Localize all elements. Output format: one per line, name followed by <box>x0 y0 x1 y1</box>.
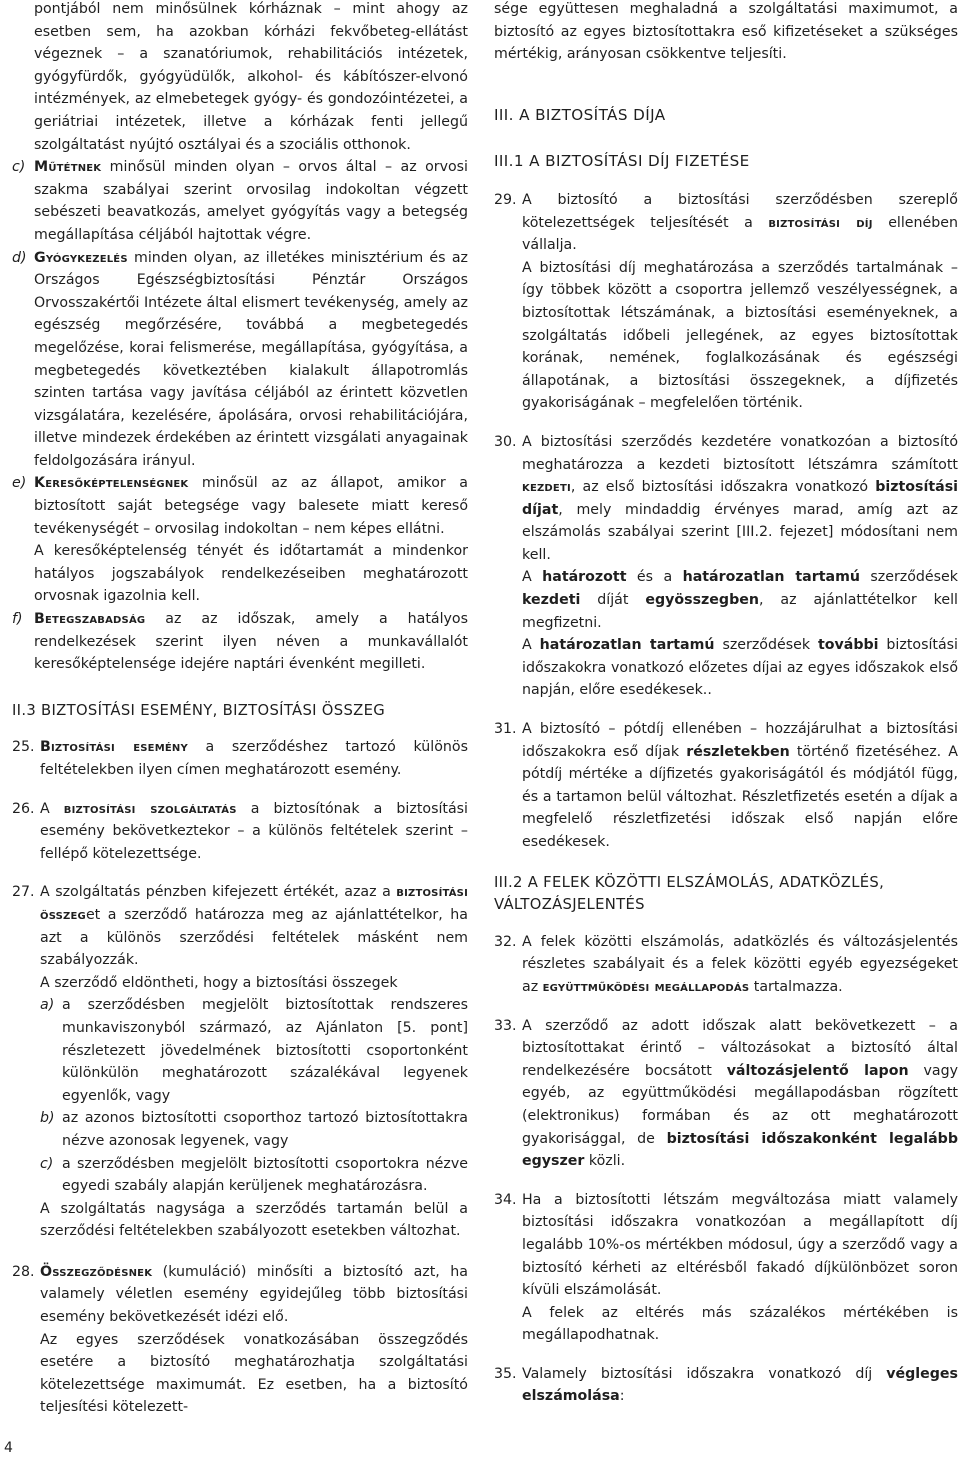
paragraph-text: A biztosító – pótdíj ellenében – hozzájárulhat a biztosítási időszakokra eső díjak <box>522 721 958 760</box>
item-label: d) <box>12 249 27 266</box>
paragraph-25 <box>12 736 468 781</box>
term-betegszabadsag: Betegszabadság <box>34 611 146 628</box>
option-text: az azonos biztosítotti csoporthoz tartozó biztosítottakra nézve azonosak legyenek, vagy <box>62 1110 468 1149</box>
definition-f <box>12 608 468 676</box>
paragraph-text: díját <box>580 592 646 609</box>
bold-text: egyösszegben <box>645 592 759 609</box>
page-number: 4 <box>4 1440 13 1456</box>
paragraph-30-second <box>494 566 958 634</box>
paragraph-34 <box>494 1189 958 1302</box>
bold-text: biztosítási időszakonként legalább egyszer <box>522 1130 958 1170</box>
term-biztositasi-dij: biztosítási díj <box>768 214 873 231</box>
paragraph-text: biztosítási időszakokra vonatkozó előzetes díjai az egyes időszakok első napján, előre esedékesek.. <box>522 637 958 699</box>
paragraph-text: vagy egyéb, az együttműködési megállapodásban rögzített (elektronikus) formában és az ott meghatározott gyakorisággal, de <box>522 1062 958 1147</box>
item-label: a) <box>40 997 55 1014</box>
term-biztositasi-szolgaltatas: biztosítási szolgáltatás <box>63 800 237 817</box>
paragraph-text: tartalmazza. <box>749 978 843 995</box>
paragraph-number: 30. <box>494 433 517 450</box>
paragraph-text: és a <box>626 569 683 586</box>
paragraph-text: közli. <box>584 1153 626 1170</box>
term-keresokeptelenseg: Keresőképtelenségnek <box>34 475 189 492</box>
paragraph-number: 29. <box>494 191 517 208</box>
paragraph-text: , az ajánlattételkor kell megfizetni. <box>522 592 958 631</box>
definition-d <box>12 247 468 473</box>
bold-text: végleges elszámolása <box>522 1365 958 1405</box>
intro-paragraph: pontjából nem minősülnek kórháznak – mint ahogy az esetben sem, ha azokban kórházi fekvőbeteg-ellátást végeznek – a szanatóriumok, rehabilitációs intézetek, gyógyfürdők, gyógyüdülők, alkohol- és kábítószer-elvonó intézmények, az elmebetegek gyógy- és gondozóintézetei, a geriátriai intézetek, illetve a kórházak fenti jellegű szolgáltatást nyújtó osztályai és a szociális otthonok. <box>34 1 468 153</box>
section-heading-iii1: III.1 A BIZTOSÍTÁSI DÍJ FIZETÉSE <box>494 152 750 171</box>
section-heading-iii: III. A BIZTOSÍTÁS DÍJA <box>494 105 666 124</box>
paragraph-27-note: A szolgáltatás nagysága a szerződés tartamán belül a szerződési feltételekben szabályozott esetekben változhat. <box>40 1200 468 1240</box>
bold-text: határozott <box>542 569 627 586</box>
definition-e-note: A keresőképtelenség tényét és időtartamát a mindenkor hatályos jogszabályok rendelkezéseiben meghatározott orvosnak igazolnia kell. <box>34 543 468 605</box>
definition-text: minősül minden olyan – orvos által – az orvosi szakma szabályai szerint orvosilag indokoltan végzett sebészeti beavatkozás, amelyet gyógyítás vagy a betegség megállapítása céljából hajtottak végre. <box>34 159 468 243</box>
term-egyuttmukodesi-megallapodas: együttműködési megállapodás <box>542 978 750 995</box>
item-label: e) <box>12 475 27 492</box>
paragraph-text: A szerződő az adott időszak alatt bekövetkezett – a biztosítottakat érintő – változásokat a biztosító által rendelkezésére bocsátott <box>522 1017 958 1079</box>
bold-text: határozatlan tartamú <box>682 569 860 586</box>
term-biztositasi-osszeg: biztosítási összeg <box>40 884 468 923</box>
paragraph-text: , az első biztosítási időszakra vonatkozó <box>570 479 876 496</box>
paragraph-text: Ha a biztosítotti létszám megváltozása miatt valamely biztosítási időszakra vonatkozóan a megállapított díj legalább 10%-os mértékben módosul, úgy a szerződő vagy a biztosító kérheti az eltérésből fakadó díjkülönbözet soron kívüli elszámolását. <box>522 1191 958 1299</box>
paragraph-text: A <box>40 800 64 817</box>
option-c <box>40 1153 468 1198</box>
paragraph-27-options <box>12 994 468 1197</box>
definition-text: minősül az az állapot, amikor a biztosított saját betegsége vagy balesete miatt kereső tevékenységét – orvosilag indokoltan – nem képes ellátni. <box>34 475 468 537</box>
paragraph-number: 27. <box>12 884 35 901</box>
paragraph-text: et a szerződő határozza meg az ajánlattételkor, ha azt a különös szerződési feltételek másként nem szabályozzák. <box>40 906 468 969</box>
definition-e <box>12 472 468 540</box>
bold-text: részletekben <box>686 743 790 760</box>
paragraph-text: ellenében vállalja. <box>522 214 958 254</box>
paragraph-text: , mely mindaddig érvényes marad, amíg azt az elszámolás szabályai szerint [III.2. fejezet] módosítani nem kell. <box>522 501 958 563</box>
paragraph-text: A biztosító a biztosítási szerződésben szereplő kötelezettségek teljesítését a <box>522 191 958 231</box>
paragraph-30 <box>494 431 958 567</box>
term-gyogykezeles: Gyógykezelés <box>34 249 128 266</box>
option-text: a szerződésben megjelölt biztosítottak rendszeres munkaviszonyból származó, az Ajánlaton [5. pont] részletezett jövedelmének biztosítotti csoportonként különkülön meghatározott százalékával legyenek egyenlők, vagy <box>62 997 468 1104</box>
paragraph-28 <box>12 1261 468 1329</box>
paragraph-number: 28. <box>12 1263 35 1280</box>
right-column <box>494 0 958 1408</box>
paragraph-31 <box>494 718 958 854</box>
paragraph-number: 26. <box>12 800 35 817</box>
paragraph-text: történő fizetéséhez. A pótdíj mértéke a díjfizetés gyakoriságától és módjától függ, és a tartamon belül változhat. Részletfizetés esetén a díjak a megfelelő részletfizetési időszak első napján előre esedékesek. <box>522 743 958 850</box>
paragraph-text: A <box>522 569 543 586</box>
paragraph-text: A felek közötti elszámolás, adatközlés és változásjelentés részletes szabályait és a felek közötti egyéb egyezségeket az <box>522 933 958 995</box>
paragraph-text: a biztosítónak a biztosítási esemény bekövetkeztekor – a különös feltételek szerint – fellépő kötelezettsége. <box>40 800 468 862</box>
paragraph-28-note: Az egyes szerződések vonatkozásában összegződés esetére a biztosító meghatározhatja szolgáltatási kötelezettsége maximumát. Ez esetben, ha a biztosító teljesítési kötelezett- <box>40 1331 468 1416</box>
option-text: a szerződésben megjelölt biztosítotti csoportokra nézve egyedi szabály alapján kerüljenek meghatározásra. <box>62 1155 468 1195</box>
paragraph-text: a szerződéshez tartozó különös feltételekben ilyen címen meghatározott esemény. <box>40 739 468 778</box>
item-label: c) <box>12 159 26 176</box>
bold-text: kezdeti <box>522 592 581 609</box>
paragraph-text: A <box>522 637 540 654</box>
paragraph-text: Valamely biztosítási időszakra vonatkozó díj <box>522 1365 887 1382</box>
paragraph-number: 32. <box>494 933 517 950</box>
paragraph-text: A szolgáltatás pénzben kifejezett értékét, azaz a <box>40 884 397 901</box>
paragraph-number: 35. <box>494 1365 517 1382</box>
paragraph-27 <box>12 881 468 971</box>
item-label: c) <box>40 1155 54 1172</box>
item-label: f) <box>12 611 23 628</box>
bold-text: határozatlan tartamú <box>539 637 715 654</box>
paragraph-text: szerződések <box>714 637 818 654</box>
paragraph-34-note: A felek az eltérés más százalékos mértékében is megállapodhatnak. <box>522 1304 958 1344</box>
item-label: b) <box>40 1110 55 1127</box>
term-biztositasi-esemeny: Biztosítási esemény <box>40 739 188 756</box>
section-heading-iii2: III.2 A FELEK KÖZÖTTI ELSZÁMOLÁS, ADATKÖZLÉS, VÁLTOZÁSJELENTÉS <box>494 873 885 914</box>
paragraph-text: (kumuláció) minősíti a biztosító azt, ha valamely véletlen esemény egyidejűleg több biztosítási esemény bekövetkezését idézi elő. <box>40 1263 468 1326</box>
paragraph-29 <box>494 189 958 257</box>
bold-text: biztosítási díjat <box>522 479 958 518</box>
continuation-paragraph: sége együttesen meghaladná a szolgáltatási maximumot, a biztosító az egyes biztosítottakra eső kifizetéseket a szükséges mértékig, arányosan csökkentve teljesíti. <box>494 1 958 63</box>
paragraph-text: szerződések <box>859 569 958 586</box>
option-a <box>40 994 468 1107</box>
section-heading-ii3: II.3 BIZTOSÍTÁSI ESEMÉNY, BIZTOSÍTÁSI ÖSSZEG <box>12 701 385 719</box>
paragraph-number: 31. <box>494 721 517 738</box>
option-b <box>40 1107 468 1152</box>
paragraph-text: A biztosítási szerződés kezdetére vonatkozóan a biztosító meghatározza a kezdeti biztosított létszámra számított <box>522 433 958 473</box>
term-osszegzodes: Összegződésnek <box>40 1263 153 1280</box>
definition-c <box>12 156 468 246</box>
paragraph-27-intro: A szerződő eldöntheti, hogy a biztosítási összegek <box>40 974 398 991</box>
paragraph-35 <box>494 1363 958 1408</box>
paragraph-30-third <box>494 634 958 702</box>
paragraph-33 <box>494 1015 958 1173</box>
paragraph-26 <box>12 798 468 866</box>
definition-text: minden olyan, az illetékes minisztérium és az Országos Egészségbiztosítási Pénztár Országos Orvosszakértői Intézete által elismert tevékenység, amely az egészség megőrzésére, továbbá a megbetegedés megelőzése, korai felismerése, megállapítása, gyógyítása, a megbetegedés következtében kialakult állapotromlás szinten tartása vagy javítása céljából az érintett közvetlen vizsgálatára, kezelésére, ápolására, orvosi rehabilitációjára, illetve mindezek érdekében az érintett vizsgálati anyagainak feldolgozására irányul. <box>34 249 468 469</box>
left-column <box>12 0 468 1419</box>
bold-text: további <box>817 637 879 654</box>
paragraph-number: 33. <box>494 1017 517 1034</box>
paragraph-text: : <box>619 1388 625 1405</box>
paragraph-29-note: A biztosítási díj meghatározása a szerződés tartalmának – így többek között a csoportra jellemző veszélyességnek, a biztosítottak létszámának, a biztosítási eseményeknek, a szolgáltatás időbeli jellegének, az egyes biztosítottak korának, nemének, foglalkozásának és egészségi állapotának, a biztosítási összegeknek, a díjfizetés gyakoriságának – megfelelően történik. <box>522 259 958 412</box>
paragraph-number: 25. <box>12 739 35 756</box>
term-kezdeti: kezdeti <box>522 479 571 496</box>
paragraph-number: 34. <box>494 1191 517 1208</box>
bold-text: változásjelentő lapon <box>726 1062 909 1079</box>
paragraph-32 <box>494 931 958 999</box>
term-mutet: Műtétnek <box>34 159 102 176</box>
definition-text: az az időszak, amely a hatályos rendelkezések szerint ilyen néven a munkavállalót keresőképtelensége idejére naptári évenként megilleti. <box>34 611 468 673</box>
